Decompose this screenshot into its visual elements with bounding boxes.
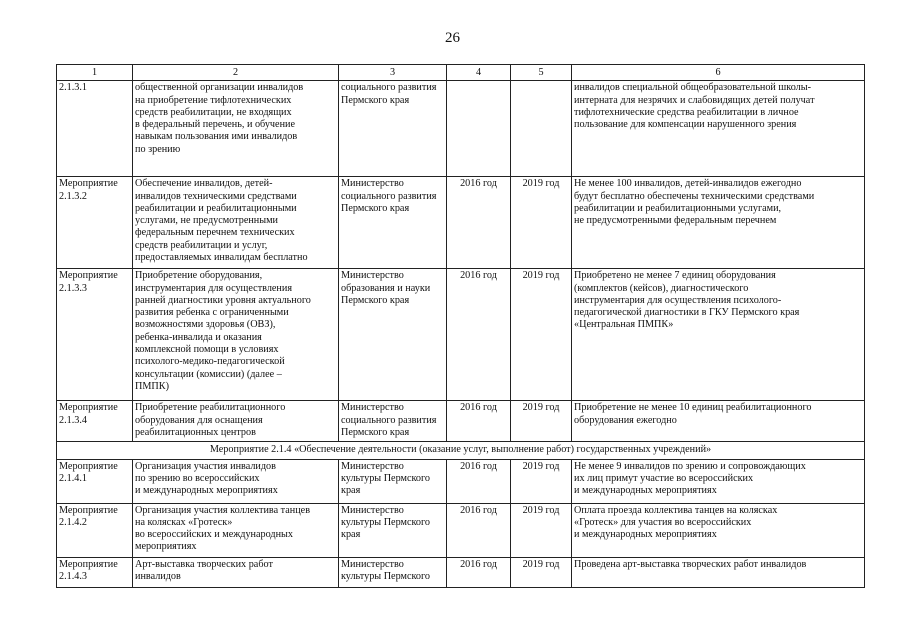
measure-id-cell: Мероприятие 2.1.4.2 (57, 503, 133, 557)
result-cell: Приобретение не менее 10 единиц реабилитационного оборудования ежегодно (572, 401, 865, 442)
executor-cell: Министерство социального развития Пермского края (339, 177, 447, 269)
header-col-3: 3 (339, 65, 447, 81)
measure-name-cell: Приобретение оборудования, инструментария для осуществления ранней диагностики уровня актуального развития ребенка с ограниченными возможностями здоровья (ОВЗ), ребенка-инвалида и оказания комплексной помощи в условиях психолого-медико-педагогической консультации (комиссии) (далее – ПМПК) (133, 269, 339, 401)
start-year-cell: 2016 год (447, 503, 511, 557)
table-row (57, 177, 865, 269)
header-col-6: 6 (572, 65, 865, 81)
start-year-cell: 2016 год (447, 269, 511, 401)
executor-cell: Министерство образования и науки Пермского края (339, 269, 447, 401)
measure-name-cell: Организация участия коллектива танцев на колясках «Гротеск» во всероссийских и международных мероприятиях (133, 503, 339, 557)
measure-name-cell: Приобретение реабилитационного оборудования для оснащения реабилитационных центров (133, 401, 339, 442)
measure-id-cell: Мероприятие 2.1.3.2 (57, 177, 133, 269)
start-year-cell: 2016 год (447, 177, 511, 269)
end-year-cell: 2019 год (511, 557, 572, 587)
executor-cell: социального развития Пермского края (339, 81, 447, 177)
result-cell: Не менее 100 инвалидов, детей-инвалидов ежегодно будут бесплатно обеспечены техническими средствами реабилитации и реабилитационными услугами, не предусмотренными федеральным перечнем (572, 177, 865, 269)
start-year-cell: 2016 год (447, 401, 511, 442)
header-col-4: 4 (447, 65, 511, 81)
measure-id-cell: Мероприятие 2.1.4.3 (57, 557, 133, 587)
end-year-cell (511, 81, 572, 177)
end-year-cell: 2019 год (511, 459, 572, 503)
table-row (57, 557, 865, 587)
executor-cell: Министерство социального развития Пермского края (339, 401, 447, 442)
executor-cell: Министерство культуры Пермского (339, 557, 447, 587)
table-row (57, 401, 865, 442)
result-cell: Оплата проезда коллектива танцев на колясках «Гротеск» для участия во всероссийских и международных мероприятиях (572, 503, 865, 557)
measure-id-cell: Мероприятие 2.1.3.4 (57, 401, 133, 442)
header-col-5: 5 (511, 65, 572, 81)
end-year-cell: 2019 год (511, 503, 572, 557)
header-col-1: 1 (57, 65, 133, 81)
result-cell: Не менее 9 инвалидов по зрению и сопровождающих их лиц примут участие во всероссийских и международных мероприятиях (572, 459, 865, 503)
table-row (57, 459, 865, 503)
table-row (57, 503, 865, 557)
measures-table (56, 64, 865, 588)
measure-id-cell: Мероприятие 2.1.4.1 (57, 459, 133, 503)
measure-name-cell: Арт-выставка творческих работ инвалидов (133, 557, 339, 587)
section-title: Мероприятие 2.1.4 «Обеспечение деятельности (оказание услуг, выполнение работ) государственных учреждений» (57, 442, 865, 459)
measure-name-cell: общественной организации инвалидов на приобретение тифлотехнических средств реабилитации, не входящих в федеральный перечень, и обучение навыкам пользования ими инвалидов по зрению (133, 81, 339, 177)
page-number: 26 (445, 30, 460, 46)
end-year-cell: 2019 год (511, 177, 572, 269)
start-year-cell: 2016 год (447, 459, 511, 503)
measure-name-cell: Обеспечение инвалидов, детей- инвалидов техническими средствами реабилитации и реабилитационными услугами, не предусмотренными федеральным перечнем технических средств реабилитации и услуг, предоставляемых инвалидам бесплатно (133, 177, 339, 269)
measure-id-cell: Мероприятие 2.1.3.3 (57, 269, 133, 401)
table-row (57, 81, 865, 177)
start-year-cell (447, 81, 511, 177)
executor-cell: Министерство культуры Пермского края (339, 503, 447, 557)
start-year-cell: 2016 год (447, 557, 511, 587)
end-year-cell: 2019 год (511, 269, 572, 401)
result-cell: инвалидов специальной общеобразовательной школы- интерната для незрячих и слабовидящих детей получат тифлотехнические средства реабилитации в личное пользование для компенсации нарушенного зрения (572, 81, 865, 177)
measure-id-cell: 2.1.3.1 (57, 81, 133, 177)
end-year-cell: 2019 год (511, 401, 572, 442)
table-header-row (57, 65, 865, 81)
executor-cell: Министерство культуры Пермского края (339, 459, 447, 503)
result-cell: Приобретено не менее 7 единиц оборудования (комплектов (кейсов), диагностического инструментария для осуществления психолого- педагогической диагностики в ГКУ Пермского края «Центральная ПМПК» (572, 269, 865, 401)
section-row (57, 442, 865, 459)
header-col-2: 2 (133, 65, 339, 81)
table-row (57, 269, 865, 401)
result-cell: Проведена арт-выставка творческих работ инвалидов (572, 557, 865, 587)
measure-name-cell: Организация участия инвалидов по зрению во всероссийских и международных мероприятиях (133, 459, 339, 503)
